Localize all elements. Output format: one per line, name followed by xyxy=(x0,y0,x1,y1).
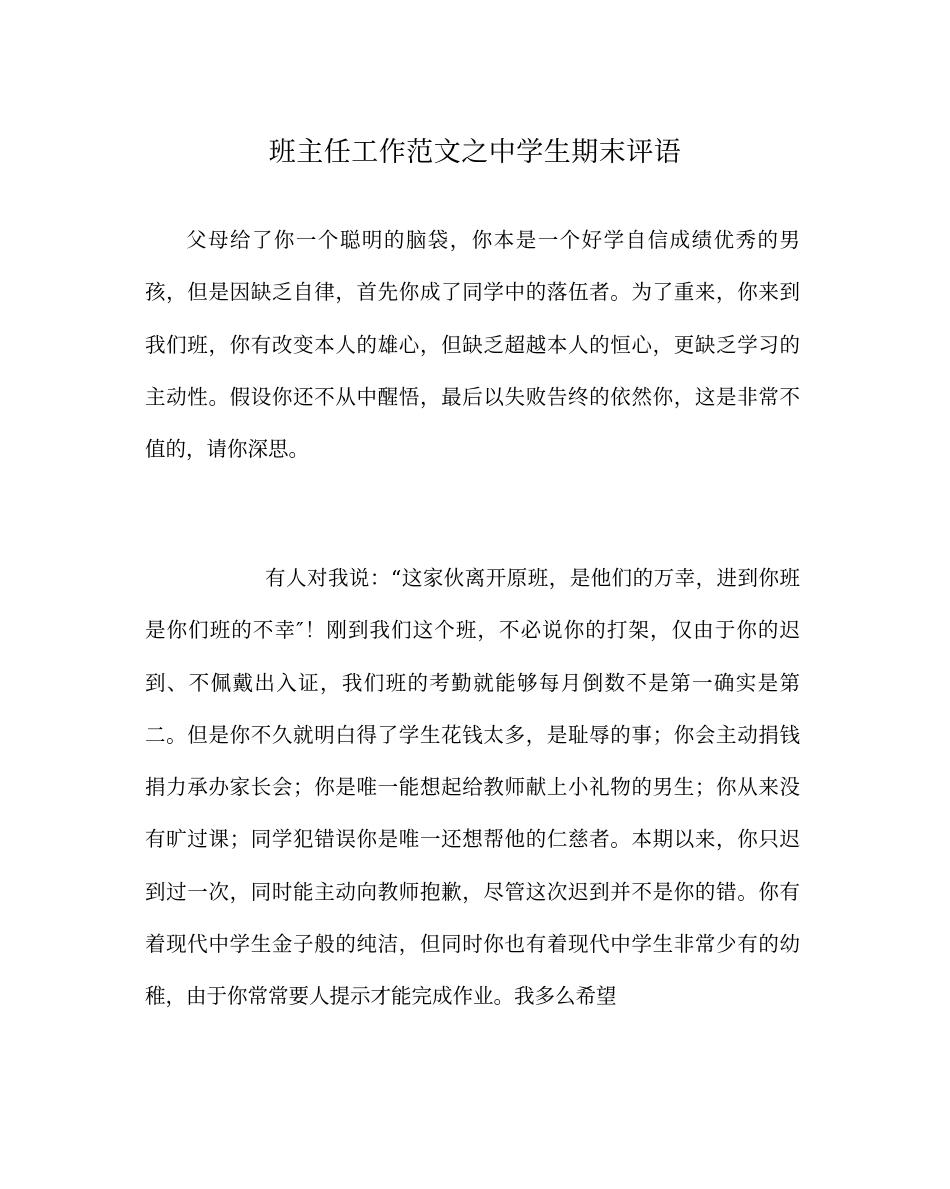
paragraph-2: 有人对我说：“这家伙离开原班，是他们的万幸，进到你班是你们班的不幸″！刚到我们这个班，不必说你的打架，仅由于你的迟到、不佩戴出入证，我们班的考勤就能够每月倒数不是第一确实是第二。但是你不久就明白得了学生花钱太多，是耻辱的事；你会主动捐钱捐力承办家长会；你是唯一能想起给教师献上小礼物的男生；你从来没有旷过课；同学犯错误你是唯一还想帮他的仁慈者。本期以来，你只迟到过一次，同时能主动向教师抱歉，尽管这次迟到并不是你的错。你有着现代中学生金子般的纯洁，但同时你也有着现代中学生非常少有的幼稚，由于你常常要人提示才能完成作业。我多么希望 xyxy=(145,566,800,1009)
document-title: 班主任工作范文之中学生期末评语 xyxy=(268,137,682,168)
paragraph-1: 父母给了你一个聪明的脑袋，你本是一个好学自信成绩优秀的男孩，但是因缺乏自律，首先你成了同学中的落伍者。为了重来，你来到我们班，你有改变本人的雄心，但缺乏超越本人的恒心，更缺乏学习的主动性。假设你还不从中醒悟，最后以失败告终的依然你，这是非常不值的，请你深思。 xyxy=(145,228,800,462)
